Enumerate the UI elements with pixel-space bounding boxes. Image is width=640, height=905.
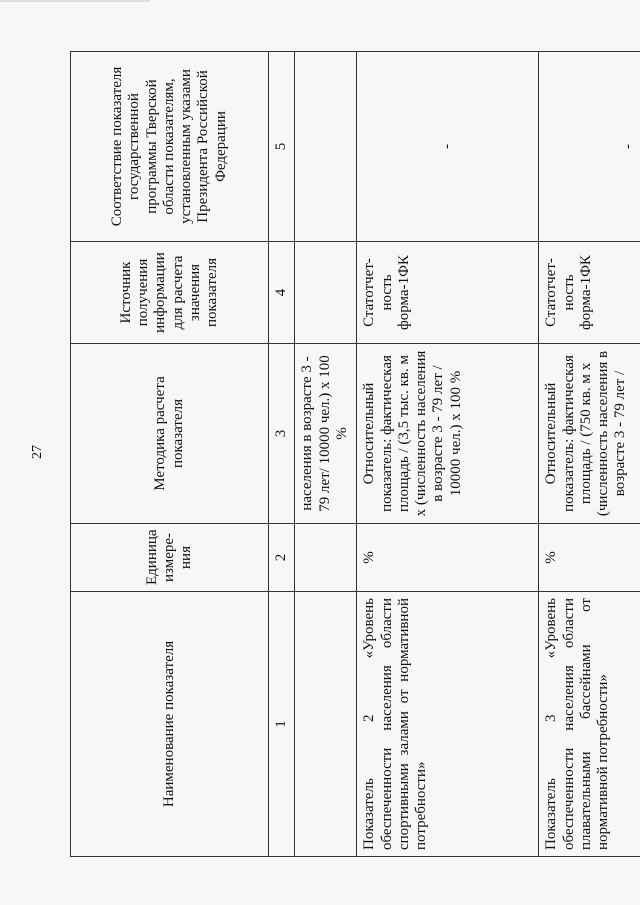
indicator-correspondence: - [539, 52, 640, 242]
header-correspondence: Соответствие показателя государственной программы Тверской области показателям, установленным указами Президента Российской Федерации [71, 52, 269, 242]
column-number: 3 [269, 344, 295, 524]
column-number: 5 [269, 52, 295, 242]
indicator-correspondence: - [357, 52, 539, 242]
indicator-unit [295, 524, 357, 592]
page-number: 27 [30, 445, 45, 459]
indicator-unit: % [357, 524, 539, 592]
indicator-name [295, 592, 357, 857]
indicator-method: Относительный показатель: фактическая площадь / (3,5 тыс. кв. м х (численность населения в возрасте 3 - 79 лет / 10000 чел.) х 100 % [357, 344, 539, 524]
table-row [357, 52, 539, 857]
scan-edge-mark [0, 0, 150, 2]
table-row [539, 52, 640, 857]
indicator-name: Показатель 3 «Уровень обеспеченности населения области плавательными бассейнами от нормативной потребности» [539, 592, 640, 857]
indicators-table [70, 51, 640, 857]
table-row [295, 52, 357, 857]
column-number: 1 [269, 592, 295, 857]
indicator-unit: % [539, 524, 640, 592]
header-name: Наименование показателя [71, 592, 269, 857]
indicator-method: населения в возрасте 3 - 79 лет/ 10000 чел.) х 100 % [295, 344, 357, 524]
indicator-name: Показатель 2 «Уровень обеспеченности населения области спортивными залами от нормативной потребности» [357, 592, 539, 857]
column-number-row [269, 52, 295, 857]
header-unit: Единица измере-ния [71, 524, 269, 592]
indicator-correspondence [295, 52, 357, 242]
indicator-method: Относительный показатель: фактическая площадь / (750 кв. м х (численность населения в возрасте 3 - 79 лет / [539, 344, 640, 524]
column-number: 4 [269, 242, 295, 344]
column-number: 2 [269, 524, 295, 592]
header-row [71, 52, 269, 857]
indicator-source: Статотчет-ность форма-1ФК [357, 242, 539, 344]
header-method: Методика расчета показателя [71, 344, 269, 524]
header-source: Источник получения информации для расчета значения показателя [71, 242, 269, 344]
indicator-source [295, 242, 357, 344]
indicator-source: Статотчет-ность форма-1ФК [539, 242, 640, 344]
rotated-table-wrapper [70, 52, 637, 857]
